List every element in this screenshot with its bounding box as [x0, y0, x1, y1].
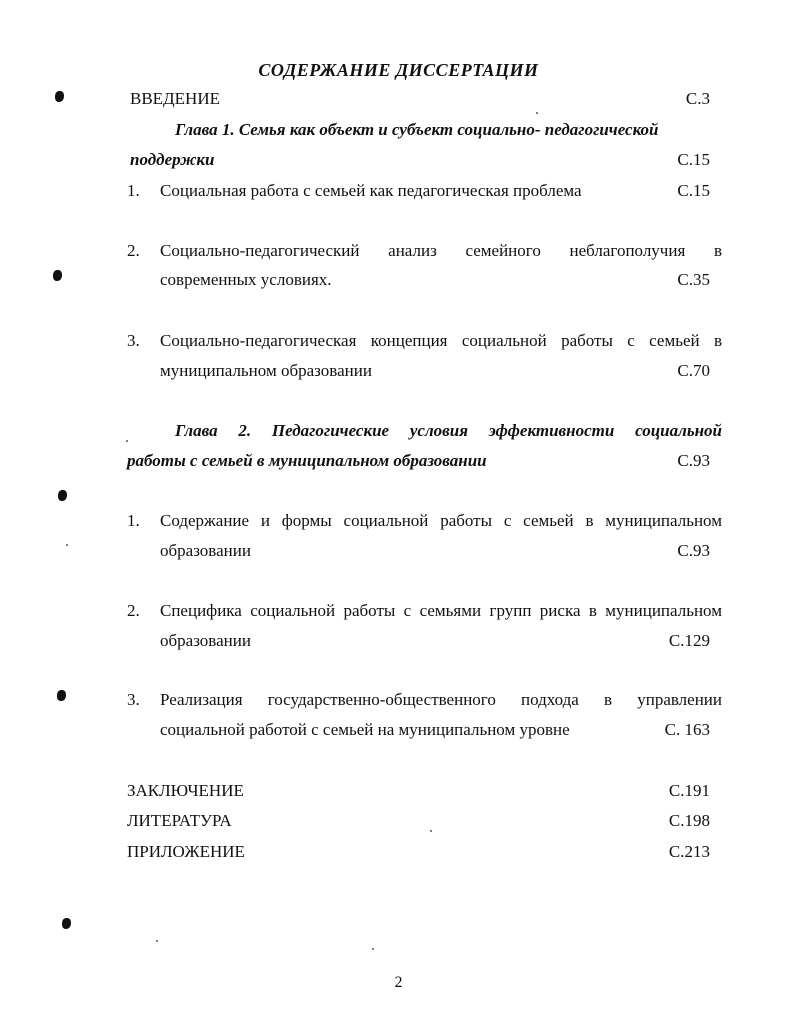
ch2-sec2-number: 2. [127, 601, 140, 620]
scan-speck [156, 940, 158, 942]
chapter1-heading-line2: поддержки [130, 150, 215, 169]
chapter1-heading-line1: Глава 1. Семья как объект и субъект социально- педагогической [175, 120, 659, 139]
binder-hole-mark [57, 690, 66, 701]
document-title: СОДЕРЖАНИЕ ДИССЕРТАЦИИ [258, 60, 539, 80]
literature-label: ЛИТЕРАТУРА [127, 811, 232, 830]
literature-page: С.198 [668, 811, 710, 830]
chapter2-heading-line1: Глава 2. Педагогические условия эффективности социальной [175, 421, 722, 440]
binder-hole-mark [55, 91, 64, 102]
ch1-sec1-title: Социальная работа с семьей как педагогическая проблема [160, 181, 582, 200]
ch1-sec1-number: 1. [127, 181, 140, 200]
page-number: 2 [394, 974, 403, 991]
ch1-sec3-page: С.70 [677, 361, 710, 380]
ch2-sec3-title-line1: Реализация государственно-общественного подхода в управлении [160, 690, 722, 709]
ch2-sec1-number: 1. [127, 511, 140, 530]
ch1-sec2-number: 2. [127, 241, 140, 260]
appendix-page: С.213 [668, 842, 710, 861]
ch1-sec2-title-line1: Социально-педагогический анализ семейного неблагополучия в [160, 241, 722, 260]
scan-speck [126, 440, 128, 442]
ch2-sec3-page: С. 163 [664, 720, 710, 739]
chapter1-page: С.15 [677, 150, 710, 169]
scan-speck [372, 948, 374, 950]
conclusion-page: С.191 [668, 781, 710, 800]
binder-hole-mark [58, 490, 67, 501]
ch1-sec2-page: С.35 [677, 270, 710, 289]
ch1-sec3-title-line2: муниципальном образовании [160, 361, 372, 380]
ch2-sec1-title-line1: Содержание и формы социальной работы с семьей в муниципальном [160, 511, 722, 530]
intro-page: С.3 [685, 89, 710, 108]
ch2-sec2-page: С.129 [668, 631, 710, 650]
conclusion-label: ЗАКЛЮЧЕНИЕ [127, 781, 244, 800]
ch2-sec3-title-line2: социальной работой с семьей на муниципальном уровне [160, 720, 570, 739]
appendix-label: ПРИЛОЖЕНИЕ [127, 842, 245, 861]
ch2-sec1-page: С.93 [677, 541, 710, 560]
ch1-sec3-number: 3. [127, 331, 140, 350]
ch2-sec2-title-line1: Специфика социальной работы с семьями групп риска в муниципальном [160, 601, 722, 620]
scan-speck [66, 544, 68, 546]
binder-hole-mark [62, 918, 71, 929]
ch2-sec1-title-line2: образовании [160, 541, 251, 560]
ch1-sec2-title-line2: современных условиях. [160, 270, 332, 289]
ch1-sec1-page: С.15 [677, 181, 710, 200]
ch1-sec3-title-line1: Социально-педагогическая концепция социальной работы с семьей в [160, 331, 722, 350]
scan-speck [536, 112, 538, 114]
ch2-sec3-number: 3. [127, 690, 140, 709]
chapter2-page: С.93 [677, 451, 710, 470]
scan-speck [430, 830, 432, 832]
binder-hole-mark [53, 270, 62, 281]
chapter2-heading-line2: работы с семьей в муниципальном образовании [127, 451, 487, 470]
intro-label: ВВЕДЕНИЕ [130, 89, 220, 108]
ch2-sec2-title-line2: образовании [160, 631, 251, 650]
